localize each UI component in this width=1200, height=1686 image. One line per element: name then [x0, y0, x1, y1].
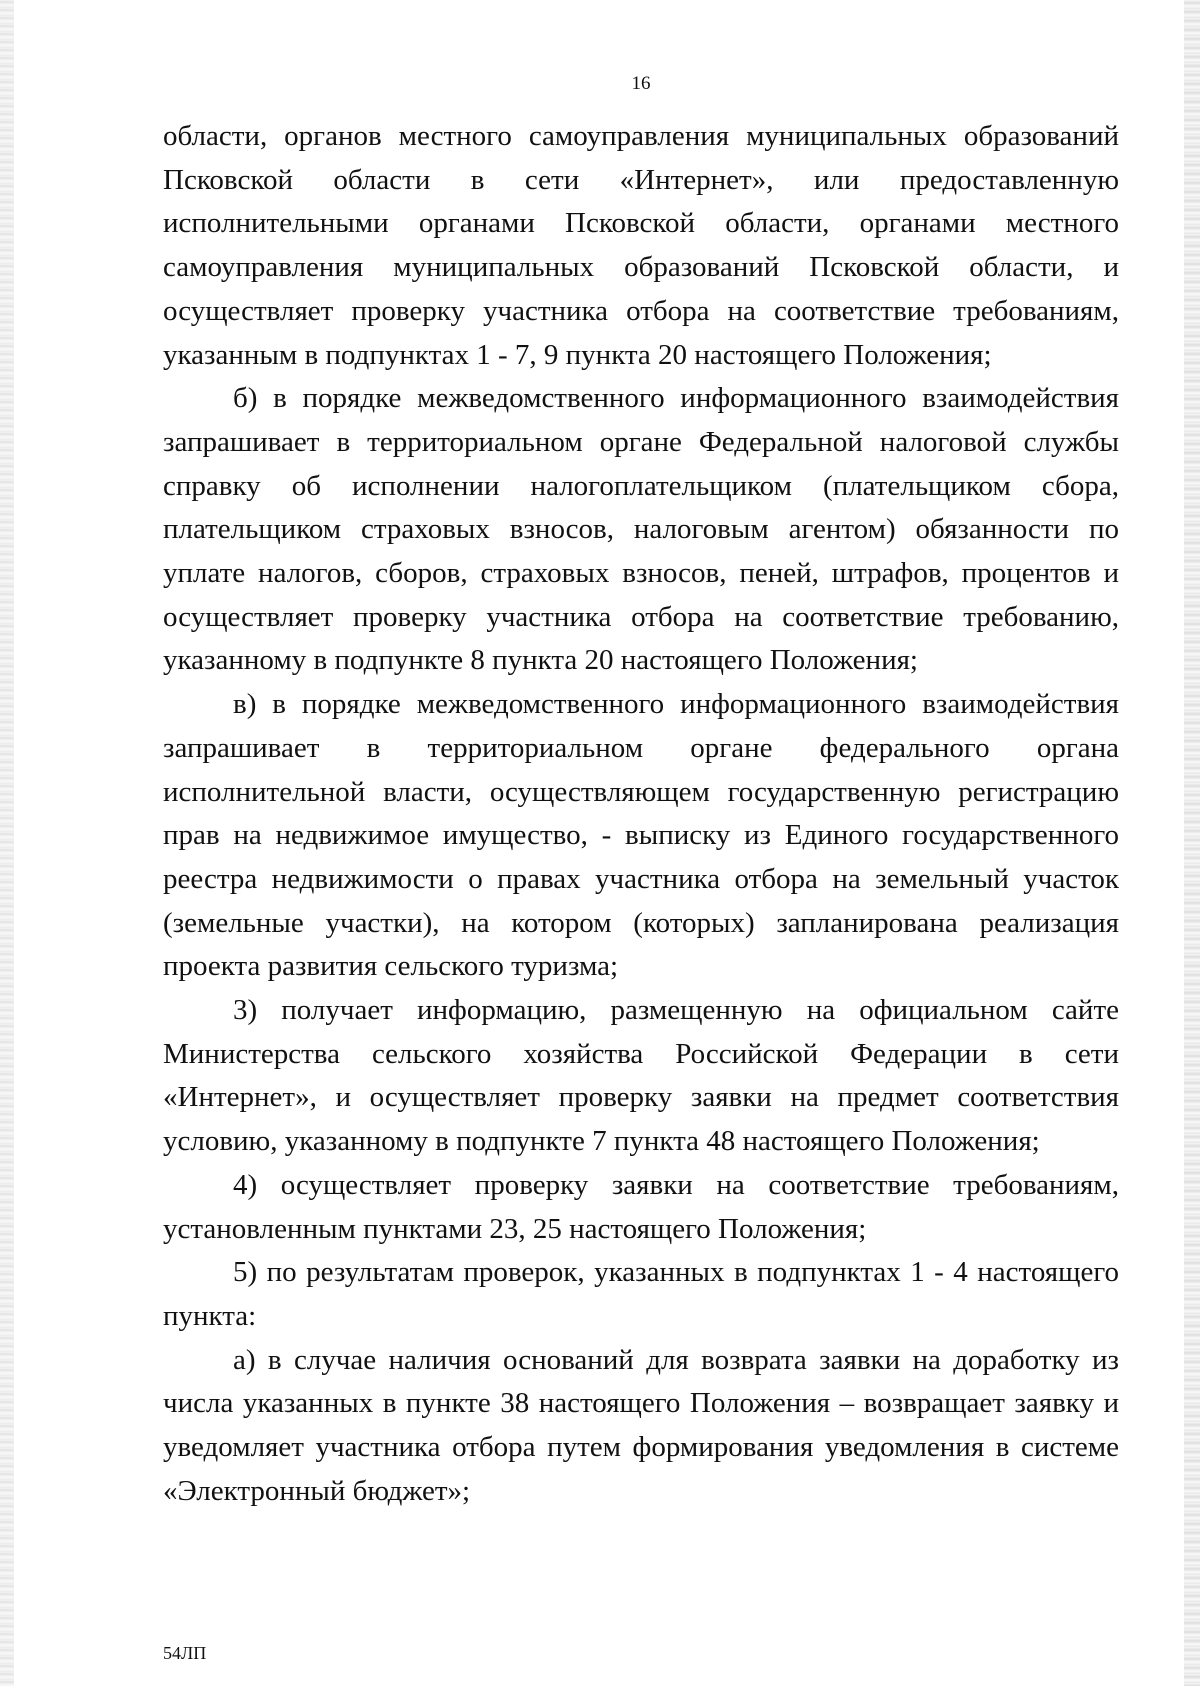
document-code: 54ЛП [163, 1643, 207, 1663]
paragraph-continuation: области, органов местного самоуправления муниципальных образований Псковской области в сети «Интернет», или предоставленную исполнительными органами Псковской области, органами местного самоуправления муниципальных образований Псковской области, и осуществляет проверку участника отбора на соответствие требованиям, указанным в подпунктах 1 - 7, 9 пункта 20 настоящего Положения; [163, 120, 1119, 371]
paragraph-subitem-v: в) в порядке межведомственного информационного взаимодействия запрашивает в территориальном органе федерального органа исполнительной власти, осуществляющем государственную регистрацию прав на недвижимое имущество, - выписку из Единого государственного реестра недвижимости о правах участника отбора на земельный участок (земельные участки), на котором (которых) запланирована реализация проекта развития сельского туризма; [163, 688, 1119, 983]
paragraph-item-3: 3) получает информацию, размещенную на официальном сайте Министерства сельского хозяйства Российской Федерации в сети «Интернет», и осуществляет проверку заявки на предмет соответствия условию, указанному в подпункте 7 пункта 48 настоящего Положения; [163, 994, 1119, 1158]
paragraph-item-4: 4) осуществляет проверку заявки на соответствие требованиям, установленным пунктами 23, 25 настоящего Положения; [163, 1168, 1119, 1245]
document-body [163, 115, 1119, 1514]
scan-edge-left [0, 0, 14, 1686]
paragraph-item-5: 5) по результатам проверок, указанных в подпунктах 1 - 4 настоящего пункта: [163, 1256, 1119, 1332]
page-number: 16 [631, 73, 651, 94]
paragraph-subitem-a: а) в случае наличия оснований для возврата заявки на доработку из числа указанных в пункте 38 настоящего Положения – возвращает заявку и уведомляет участника отбора путем формирования уведомления в системе «Электронный бюджет»; [163, 1343, 1119, 1507]
paragraph-subitem-b: б) в порядке межведомственного информационного взаимодействия запрашивает в территориальном органе Федеральной налоговой службы справку об исполнении налогоплательщиком (плательщиком сбора, плательщиком страховых взносов, налоговым агентом) обязанности по уплате налогов, сборов, страховых взносов, пеней, штрафов, процентов и осуществляет проверку участника отбора на соответствие требованию, указанному в подпункте 8 пункта 20 настоящего Положения; [163, 382, 1119, 677]
scan-edge-right [1184, 0, 1200, 1686]
